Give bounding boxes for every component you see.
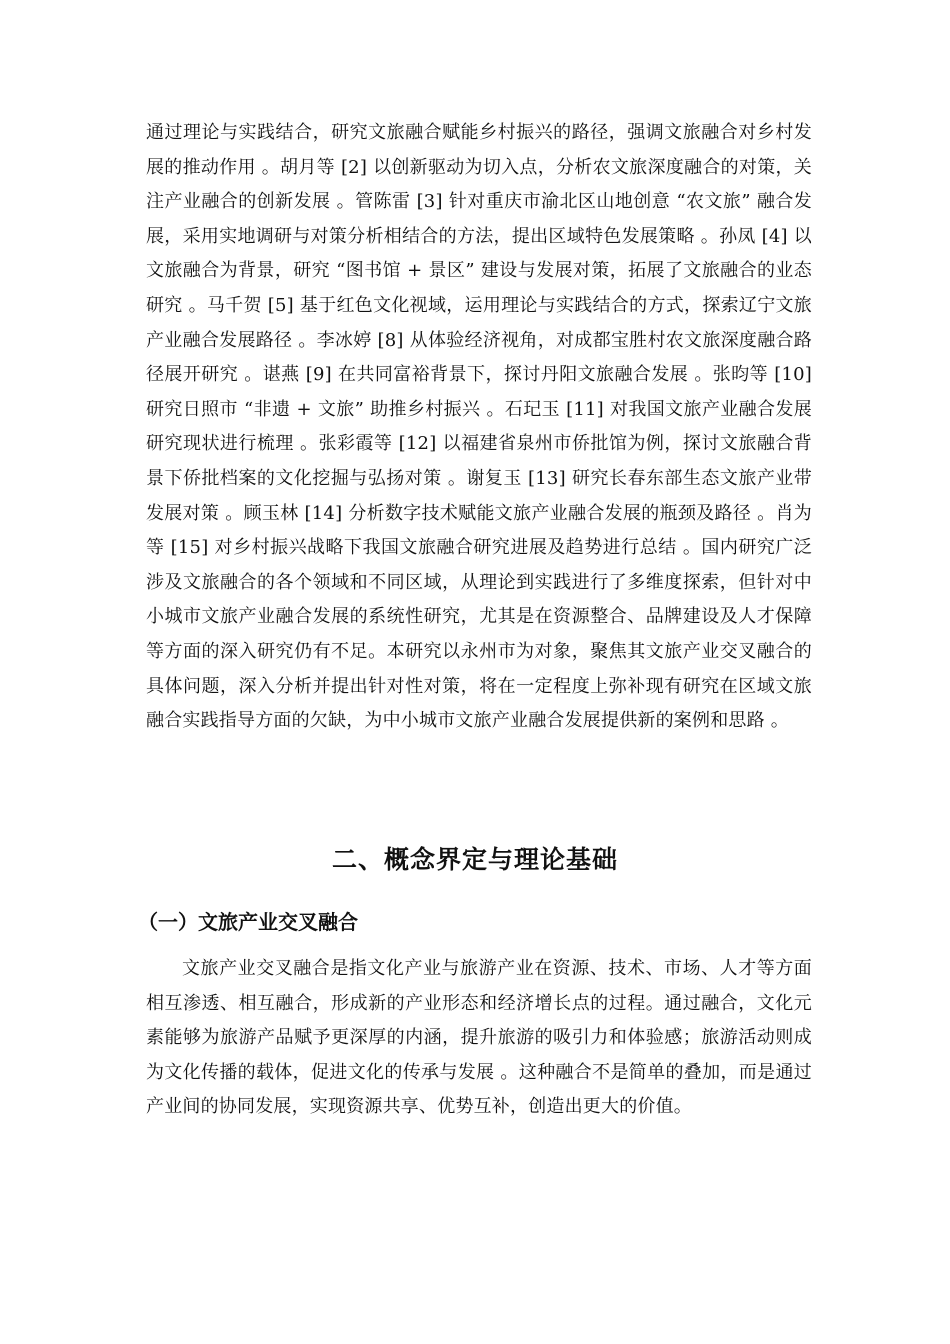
subsection-title: （一）文旅产业交叉融合 — [138, 910, 358, 934]
subsection-paragraph: 文旅产业交叉融合是指文化产业与旅游产业在资源、技术、市场、人才等方面相互渗透、相互融合，形成新的产业形态和经济增长点的过程。通过融合，文化元素能够为旅游产品赋予更深厚的内涵，提升旅游的吸引力和体验感；旅游活动则成为文化传播的载体，促进文化的传承与发展 。这种融合不是简单的叠加，而是通过产业间的协同发展，实现资源共享、优势互补，创造出更大的价值。 — [146, 958, 812, 1118]
section-title: 二、概念界定与理论基础 — [331, 845, 618, 874]
intro-paragraph: 通过理论与实践结合，研究文旅融合赋能乡村振兴的路径，强调文旅融合对乡村发展的推动作用 。胡月等 [2] 以创新驱动为切入点，分析农文旅深度融合的对策，关注产业融合的创新发展 。管陈雷 [3] 针对重庆市渝北区山地创意 “农文旅” 融合发展，采用实地调研与对策分析相结合的方法，提出区域特色发展策略 。孙凤 [4] 以文旅融合为背景，研究 “图书馆 + 景区” 建设与发展对策，拓展了文旅融合的业态研究 。马千贺 [5] 基于红色文化视域，运用理论与实践结合的方式，探索辽宁文旅产业融合发展路径 。李冰婷 [8] 从体验经济视角，对成都宝胜村农文旅深度融合路径展开研究 。谌燕 [9] 在共同富裕背景下，探讨丹阳文旅融合发展 。张昀等 [10] 研究日照市 “非遗 + 文旅” 助推乡村振兴 。石玘玉 [11] 对我国文旅产业融合发展研究现状进行梳理 。张彩霞等 [12] 以福建省泉州市侨批馆为例，探讨文旅融合背景下侨批档案的文化挖掘与弘扬对策 。谢复玉 [13] 研究长春东部生态文旅产业带发展对策 。顾玉林 [14] 分析数字技术赋能文旅产业融合发展的瓶颈及路径 。肖为等 [15] 对乡村振兴战略下我国文旅融合研究进展及趋势进行总结 。国内研究广泛涉及文旅融合的各个领域和不同区域，从理论到实践进行了多维度探索，但针对中小城市文旅产业融合发展的系统性研究，尤其是在资源整合、品牌建设及人才保障等方面的深入研究仍有不足。本研究以永州市为对象，聚焦其文旅产业交叉融合的具体问题，深入分析并提出针对性对策，将在一定程度上弥补现有研究在区域文旅融合实践指导方面的欠缺，为中小城市文旅产业融合发展提供新的案例和思路 。 — [146, 122, 812, 732]
